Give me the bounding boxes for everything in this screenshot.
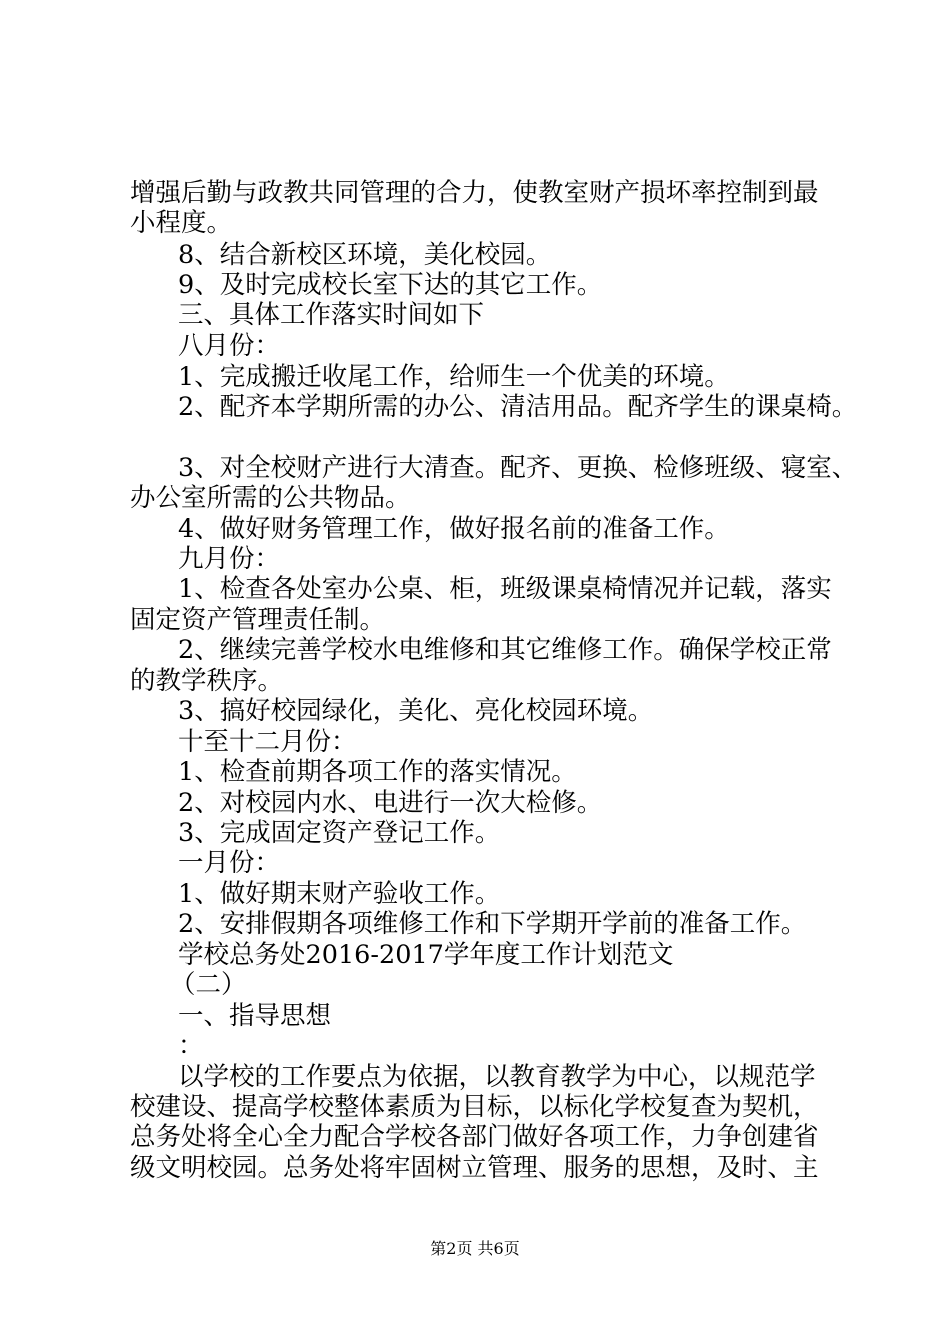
body-line: 办公室所需的公共物品。 — [130, 483, 411, 513]
body-line: 1、做好期末财产验收工作。 — [178, 879, 501, 909]
body-line: 3、完成固定资产登记工作。 — [178, 818, 501, 848]
month-heading: 一月份： — [178, 848, 281, 878]
document-subtitle: （二） — [170, 970, 247, 1000]
section-heading: 一、指导思想 — [178, 1001, 332, 1031]
body-line: ： — [178, 1031, 204, 1061]
body-line: 级文明校园。总务处将牢固树立管理、服务的思想，及时、主 — [130, 1153, 819, 1183]
body-line: 2、对校园内水、电进行一次大检修。 — [178, 788, 603, 818]
month-heading: 八月份： — [178, 331, 281, 361]
body-line: 校建设、提高学校整体素质为目标，以标化学校复查为契机， — [130, 1092, 819, 1122]
body-line: 3、搞好校园绿化，美化、亮化校园环境。 — [178, 696, 654, 726]
month-heading: 十至十二月份： — [178, 727, 357, 757]
body-line: 以学校的工作要点为依据，以教育教学为中心，以规范学 — [178, 1062, 816, 1092]
page-number: 第2页 共6页 — [430, 1239, 520, 1258]
body-line: 2、配齐本学期所需的办公、清洁用品。配齐学生的课桌椅。 — [178, 392, 858, 422]
body-line: 9、及时完成校长室下达的其它工作。 — [178, 270, 603, 300]
body-line: 的教学秩序。 — [130, 666, 284, 696]
body-line: 2、安排假期各项维修工作和下学期开学前的准备工作。 — [178, 909, 807, 939]
body-line: 8、结合新校区环境，美化校园。 — [178, 240, 552, 270]
body-line: 4、做好财务管理工作，做好报名前的准备工作。 — [178, 514, 730, 544]
document-title: 学校总务处2016-2017学年度工作计划范文 — [178, 940, 674, 970]
body-line: 增强后勤与政教共同管理的合力，使教室财产损坏率控制到最 — [130, 178, 819, 208]
body-line: 1、完成搬迁收尾工作，给师生一个优美的环境。 — [178, 362, 730, 392]
month-heading: 九月份： — [178, 544, 281, 574]
section-heading: 三、具体工作落实时间如下 — [178, 300, 485, 330]
body-line: 小程度。 — [130, 208, 233, 238]
body-line: 1、检查前期各项工作的落实情况。 — [178, 757, 577, 787]
body-line: 2、继续完善学校水电维修和其它维修工作。确保学校正常 — [178, 635, 832, 665]
body-line: 总务处将全心全力配合学校各部门做好各项工作，力争创建省 — [130, 1122, 819, 1152]
body-line: 固定资产管理责任制。 — [130, 605, 386, 635]
body-line: 3、对全校财产进行大清查。配齐、更换、检修班级、寝室、 — [178, 453, 858, 483]
body-line: 1、检查各处室办公桌、柜，班级课桌椅情况并记载，落实 — [178, 574, 832, 604]
